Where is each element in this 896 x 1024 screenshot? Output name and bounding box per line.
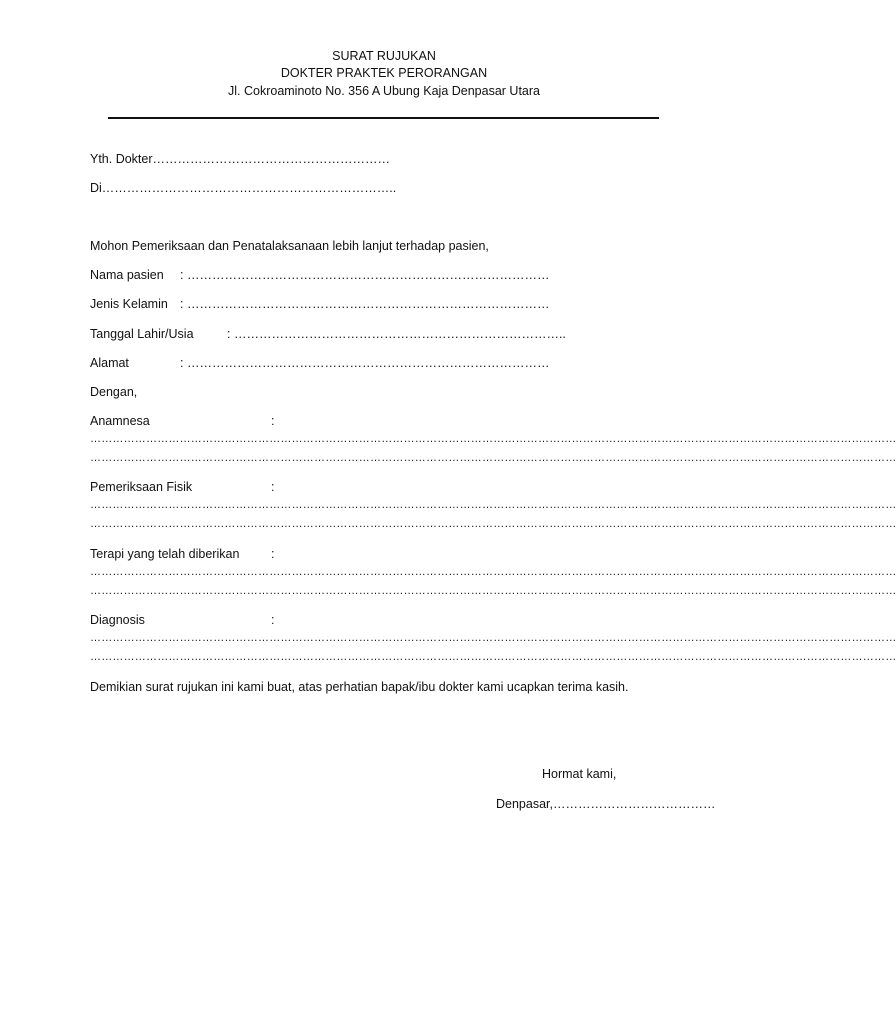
practice-address: Jl. Cokroaminoto No. 356 A Ubung Kaja Denpasar Utara: [228, 84, 540, 98]
with-text: Dengan,: [90, 385, 138, 399]
patient-name-label: Nama pasien: [90, 268, 164, 282]
closing-text: Demikian surat rujukan ini kami buat, atas perhatian bapak/ibu dokter kami ucapkan terima kasih.: [90, 680, 629, 694]
therapy-line-2: ………………………………………………………………………………………………………………………………………………………………………………………………: [90, 585, 896, 597]
letter-title: SURAT RUJUKAN: [332, 49, 436, 63]
gender-field: : ……………………………………………………………………………: [180, 297, 550, 311]
diagnosis-line-1: ………………………………………………………………………………………………………………………………………………………………………………………………: [90, 632, 896, 644]
diagnosis-colon: :: [271, 613, 275, 627]
header-divider: [108, 117, 659, 119]
physical-exam-line-1: ………………………………………………………………………………………………………………………………………………………………………………………………: [90, 499, 896, 511]
physical-exam-colon: :: [271, 480, 275, 494]
therapy-line-1: ………………………………………………………………………………………………………………………………………………………………………………………………: [90, 566, 896, 578]
gender-label: Jenis Kelamin: [90, 297, 168, 311]
intro-text: Mohon Pemeriksaan dan Penatalaksanaan lebih lanjut terhadap pasien,: [90, 239, 489, 253]
address-label: Alamat: [90, 356, 129, 370]
anamnesa-line-1: ………………………………………………………………………………………………………………………………………………………………………………………………: [90, 433, 896, 445]
anamnesa-label: Anamnesa: [90, 414, 150, 428]
anamnesa-colon: :: [271, 414, 275, 428]
patient-name-field: : ……………………………………………………………………………: [180, 268, 550, 282]
address-field: : ……………………………………………………………………………: [180, 356, 550, 370]
therapy-colon: :: [271, 547, 275, 561]
addressee-doctor: Yth. Dokter…………………………………………………: [90, 152, 391, 166]
addressee-location: Di……………………………………………………………..: [90, 181, 397, 195]
diagnosis-line-2: ………………………………………………………………………………………………………………………………………………………………………………………………: [90, 651, 896, 663]
place-date-field: Denpasar,…………………………………: [496, 797, 716, 811]
birthdate-age-label: Tanggal Lahir/Usia: [90, 327, 194, 341]
practice-name: DOKTER PRAKTEK PERORANGAN: [280, 66, 488, 80]
diagnosis-label: Diagnosis: [90, 613, 145, 627]
therapy-label: Terapi yang telah diberikan: [90, 547, 240, 561]
regards-text: Hormat kami,: [542, 767, 617, 781]
physical-exam-line-2: ………………………………………………………………………………………………………………………………………………………………………………………………: [90, 518, 896, 530]
anamnesa-line-2: ………………………………………………………………………………………………………………………………………………………………………………………………: [90, 452, 896, 464]
birthdate-age-field: : ……………………………………………………………………..: [227, 327, 566, 341]
physical-exam-label: Pemeriksaan Fisik: [90, 480, 193, 494]
